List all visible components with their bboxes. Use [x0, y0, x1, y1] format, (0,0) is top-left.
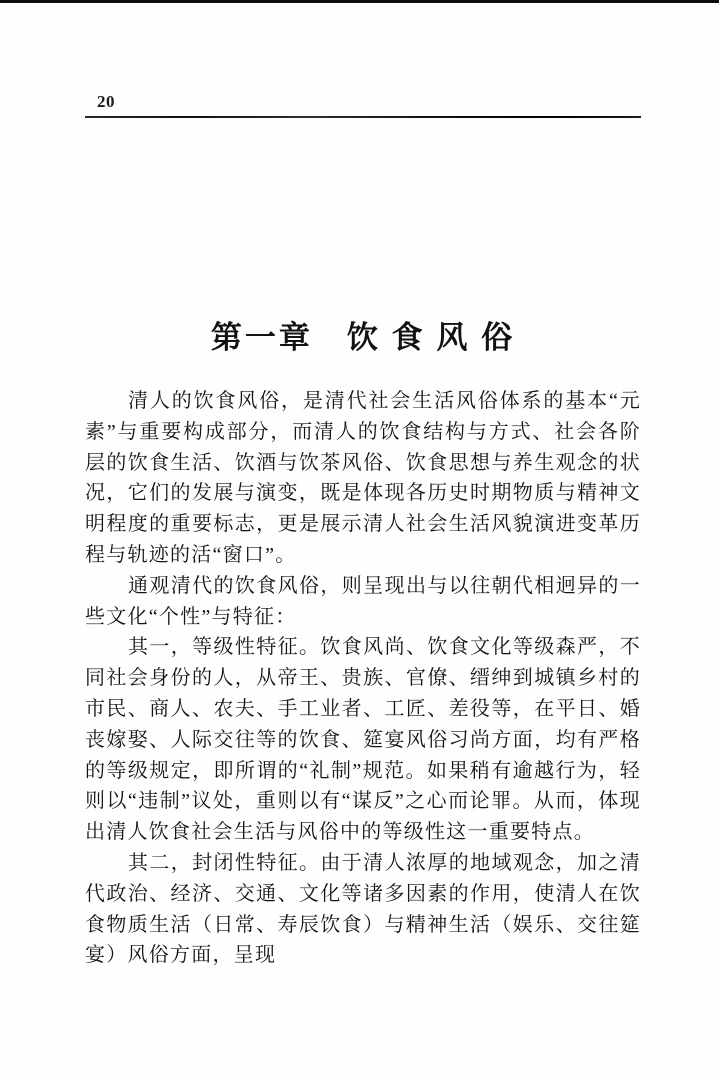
paragraph-intro: 清人的饮食风俗，是清代社会生活风俗体系的基本“元素”与重要构成部分，而清人的饮食结构与方式、社会各阶层的饮食生活、饮酒与饮茶风俗、饮食思想与养生观念的状况，它们的发展与演变，既是体现各历史时期物质与精神文明程度的重要标志，更是展示清人社会生活风貌演进变革历程与轨迹的活“窗口”。	[85, 390, 641, 566]
chapter-title: 第一章 饮 食 风 俗	[210, 320, 516, 355]
paragraph-overview: 通观清代的饮食风俗，则呈现出与以往朝代相迥异的一些文化“个性”与特征：	[85, 574, 641, 628]
header-rule	[85, 116, 641, 118]
paragraph-feature-1: 其一，等级性特征。饮食风尚、饮食文化等级森严，不同社会身份的人，从帝王、贵族、官僚、缙绅到城镇乡村的市民、商人、农夫、手工业者、工匠、差役等，在平日、婚丧嫁娶、人际交往等的饮食、筵宴风俗习尚方面，均有严格的等级规定，即所谓的“礼制”规范。如果稍有逾越行为，轻则以“违制”议处，重则以有“谋反”之心而论罪。从而，体现出清人饮食社会生活与风俗中的等级性这一重要特点。	[85, 636, 641, 844]
page-number: 20	[97, 92, 115, 111]
scan-edge-top	[0, 0, 719, 3]
paragraph-feature-2: 其二，封闭性特征。由于清人浓厚的地域观念，加之清代政治、经济、交通、文化等诸多因素的作用，使清人在饮食物质生活（日常、寿辰饮食）与精神生活（娱乐、交往筵宴）风俗方面，呈现	[85, 851, 641, 967]
body-text	[85, 386, 641, 971]
